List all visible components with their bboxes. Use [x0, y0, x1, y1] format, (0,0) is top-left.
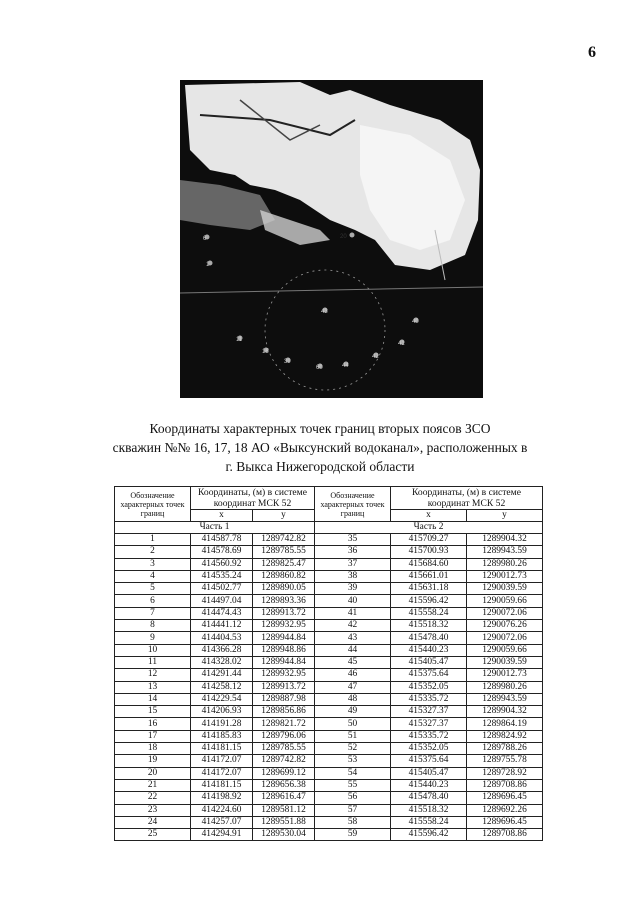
table-row: [115, 743, 543, 755]
table-row: [115, 718, 543, 730]
cell-point-2: 53: [315, 755, 391, 767]
cell-x-2: 415684.60: [391, 558, 467, 570]
cell-y-1: 1289913.72: [253, 607, 315, 619]
cell-point-2: 48: [315, 693, 391, 705]
header-x-2: x: [391, 510, 467, 522]
cell-x-1: 414181.15: [191, 779, 253, 791]
cell-x-2: 415558.24: [391, 816, 467, 828]
map-label: 44: [342, 363, 349, 369]
cell-x-1: 414191.28: [191, 718, 253, 730]
table-row: [115, 829, 543, 841]
cell-x-2: 415518.32: [391, 620, 467, 632]
cell-point-1: 13: [115, 681, 191, 693]
cell-x-1: 414185.83: [191, 730, 253, 742]
cell-y-2: 1289755.78: [467, 755, 543, 767]
header-x-1: x: [191, 510, 253, 522]
cell-point-2: 40: [315, 595, 391, 607]
cell-y-1: 1289530.04: [253, 829, 315, 841]
cell-point-1: 17: [115, 730, 191, 742]
cell-x-1: 414258.12: [191, 681, 253, 693]
cell-point-1: 20: [115, 767, 191, 779]
cell-point-2: 59: [315, 829, 391, 841]
map-label: 43: [321, 309, 328, 315]
map-label: 41: [398, 341, 405, 347]
cell-x-2: 415405.47: [391, 656, 467, 668]
cell-point-1: 23: [115, 804, 191, 816]
table-row: [115, 792, 543, 804]
cell-x-2: 415478.40: [391, 792, 467, 804]
cell-y-2: 1289728.92: [467, 767, 543, 779]
table-row: [115, 620, 543, 632]
cell-y-1: 1289821.72: [253, 718, 315, 730]
cell-point-1: 11: [115, 656, 191, 668]
header-y-2: у: [467, 510, 543, 522]
cell-x-1: 414198.92: [191, 792, 253, 804]
table-title: [100, 419, 540, 476]
header-coords-2: Координаты, (м) в системе координат МСК 52: [391, 487, 543, 510]
cell-x-1: 414560.92: [191, 558, 253, 570]
map-label: 42: [372, 354, 379, 360]
map-label: 16: [262, 349, 269, 355]
cell-point-1: 3: [115, 558, 191, 570]
cell-point-2: 38: [315, 570, 391, 582]
cell-y-2: 1289980.26: [467, 681, 543, 693]
cell-x-2: 415352.05: [391, 681, 467, 693]
cell-y-1: 1289785.55: [253, 546, 315, 558]
cell-y-2: 1289943.59: [467, 546, 543, 558]
cell-x-1: 414224.60: [191, 804, 253, 816]
cell-point-2: 55: [315, 779, 391, 791]
cell-point-1: 18: [115, 743, 191, 755]
cell-x-1: 414294.91: [191, 829, 253, 841]
header-point-label-1: Обозначение характерных точек границ: [115, 487, 191, 522]
cell-x-1: 414181.15: [191, 743, 253, 755]
header-point-label-2: Обозначение характерных точек границ: [315, 487, 391, 522]
cell-x-1: 414206.93: [191, 706, 253, 718]
cell-y-2: 1290059.66: [467, 595, 543, 607]
cell-y-2: 1289943.59: [467, 693, 543, 705]
cell-x-1: 414172.07: [191, 767, 253, 779]
cell-x-2: 415558.24: [391, 607, 467, 619]
map-label: 40: [412, 319, 419, 325]
cell-point-2: 44: [315, 644, 391, 656]
cell-point-1: 6: [115, 595, 191, 607]
cell-y-2: 1290012.73: [467, 669, 543, 681]
table-row: [115, 706, 543, 718]
cell-y-1: 1289913.72: [253, 681, 315, 693]
table-row: [115, 669, 543, 681]
cell-y-1: 1289581.12: [253, 804, 315, 816]
header-y-1: у: [253, 510, 315, 522]
cell-point-1: 14: [115, 693, 191, 705]
cell-point-1: 19: [115, 755, 191, 767]
cell-x-2: 415440.23: [391, 779, 467, 791]
coordinates-table: [114, 486, 543, 841]
cell-y-2: 1289788.26: [467, 743, 543, 755]
cell-x-1: 414535.24: [191, 570, 253, 582]
header-coords-1: Координаты, (м) в системе координат МСК 52: [191, 487, 315, 510]
table-row: [115, 583, 543, 595]
cell-y-1: 1289860.82: [253, 570, 315, 582]
cell-x-2: 415596.42: [391, 829, 467, 841]
cell-y-1: 1289944.84: [253, 656, 315, 668]
cell-x-2: 415709.27: [391, 534, 467, 546]
cell-point-2: 35: [315, 534, 391, 546]
map-label: 11: [236, 337, 243, 343]
cell-y-1: 1289616.47: [253, 792, 315, 804]
table-row: [115, 546, 543, 558]
cell-point-1: 21: [115, 779, 191, 791]
cell-y-1: 1289887.98: [253, 693, 315, 705]
cell-point-2: 49: [315, 706, 391, 718]
table-row: [115, 558, 543, 570]
table-row: [115, 779, 543, 791]
cell-point-2: 37: [315, 558, 391, 570]
cell-y-2: 1290076.26: [467, 620, 543, 632]
page-number: 6: [588, 44, 596, 61]
cell-x-2: 415440.23: [391, 644, 467, 656]
cell-x-2: 415661.01: [391, 570, 467, 582]
cell-point-1: 12: [115, 669, 191, 681]
cell-y-2: 1290039.59: [467, 583, 543, 595]
cell-x-2: 415335.72: [391, 693, 467, 705]
cell-y-1: 1289890.05: [253, 583, 315, 595]
table-row: [115, 632, 543, 644]
cell-y-1: 1289944.84: [253, 632, 315, 644]
table-row: [115, 755, 543, 767]
cell-y-2: 1289696.45: [467, 816, 543, 828]
table-row: [115, 656, 543, 668]
table-row: [115, 816, 543, 828]
cell-y-1: 1289948.86: [253, 644, 315, 656]
cell-x-2: 415478.40: [391, 632, 467, 644]
cell-x-2: 415518.32: [391, 804, 467, 816]
cell-point-1: 2: [115, 546, 191, 558]
cell-y-2: 1289980.26: [467, 558, 543, 570]
cell-y-1: 1289893.36: [253, 595, 315, 607]
cell-y-2: 1290072.06: [467, 632, 543, 644]
cell-y-2: 1289692.26: [467, 804, 543, 816]
cell-point-2: 56: [315, 792, 391, 804]
cell-x-2: 415700.93: [391, 546, 467, 558]
table-row: [115, 730, 543, 742]
map-label: 6: [203, 236, 207, 242]
table-row: [115, 804, 543, 816]
cell-point-1: 24: [115, 816, 191, 828]
cell-point-2: 39: [315, 583, 391, 595]
cell-x-1: 414474.43: [191, 607, 253, 619]
cell-x-1: 414172.07: [191, 755, 253, 767]
coordinates-table-body: [115, 534, 543, 841]
cell-point-2: 45: [315, 656, 391, 668]
cell-y-1: 1289932.95: [253, 669, 315, 681]
cell-y-1: 1289699.12: [253, 767, 315, 779]
cell-y-1: 1289825.47: [253, 558, 315, 570]
table-row: [115, 644, 543, 656]
cell-x-2: 415352.05: [391, 743, 467, 755]
cell-y-2: 1289708.86: [467, 829, 543, 841]
cell-y-2: 1289696.45: [467, 792, 543, 804]
cell-point-2: 58: [315, 816, 391, 828]
cell-point-1: 7: [115, 607, 191, 619]
map-label: 20: [340, 234, 347, 240]
cell-point-2: 46: [315, 669, 391, 681]
cell-x-1: 414257.07: [191, 816, 253, 828]
cell-x-1: 414578.69: [191, 546, 253, 558]
map-label: 60: [316, 365, 323, 371]
cell-point-2: 42: [315, 620, 391, 632]
map-drawing: [180, 80, 483, 398]
cell-point-2: 36: [315, 546, 391, 558]
table-row: [115, 595, 543, 607]
cell-point-2: 43: [315, 632, 391, 644]
cell-x-2: 415335.72: [391, 730, 467, 742]
title-line-3: г. Выкса Нижегородской области: [225, 459, 415, 474]
title-line-1: Координаты характерных точек границ вторых поясов ЗСО: [149, 421, 491, 436]
cell-point-1: 25: [115, 829, 191, 841]
cell-x-2: 415631.18: [391, 583, 467, 595]
site-map-image: [180, 80, 483, 398]
title-line-2: скважин №№ 16, 17, 18 АО «Выксунский водоканал», расположенных в: [112, 440, 528, 455]
cell-point-1: 15: [115, 706, 191, 718]
cell-y-1: 1289856.86: [253, 706, 315, 718]
cell-point-1: 4: [115, 570, 191, 582]
cell-y-2: 1290012.73: [467, 570, 543, 582]
cell-y-1: 1289742.82: [253, 534, 315, 546]
cell-y-1: 1289785.55: [253, 743, 315, 755]
cell-x-2: 415327.37: [391, 718, 467, 730]
cell-x-1: 414587.78: [191, 534, 253, 546]
cell-x-2: 415405.47: [391, 767, 467, 779]
cell-y-2: 1289904.32: [467, 706, 543, 718]
cell-y-1: 1289656.38: [253, 779, 315, 791]
cell-y-1: 1289742.82: [253, 755, 315, 767]
cell-point-1: 9: [115, 632, 191, 644]
cell-y-1: 1289932.95: [253, 620, 315, 632]
cell-point-2: 57: [315, 804, 391, 816]
cell-x-2: 415375.64: [391, 755, 467, 767]
part-2-label: Часть 2: [315, 522, 543, 534]
table-row: [115, 534, 543, 546]
part-1-label: Часть 1: [115, 522, 315, 534]
cell-point-1: 1: [115, 534, 191, 546]
cell-x-1: 414328.02: [191, 656, 253, 668]
cell-y-1: 1289796.06: [253, 730, 315, 742]
cell-y-2: 1290072.06: [467, 607, 543, 619]
cell-x-1: 414404.53: [191, 632, 253, 644]
cell-x-1: 414229.54: [191, 693, 253, 705]
table-row: [115, 570, 543, 582]
cell-point-2: 54: [315, 767, 391, 779]
cell-x-1: 414441.12: [191, 620, 253, 632]
cell-point-2: 50: [315, 718, 391, 730]
cell-x-1: 414502.77: [191, 583, 253, 595]
table-row: [115, 607, 543, 619]
map-label: 1: [206, 262, 210, 268]
cell-point-2: 51: [315, 730, 391, 742]
table-row: [115, 681, 543, 693]
map-label: 39: [284, 359, 291, 365]
cell-y-2: 1289864.19: [467, 718, 543, 730]
cell-y-2: 1290039.59: [467, 656, 543, 668]
cell-y-2: 1289824.92: [467, 730, 543, 742]
cell-y-2: 1289708.86: [467, 779, 543, 791]
cell-x-2: 415596.42: [391, 595, 467, 607]
cell-point-2: 52: [315, 743, 391, 755]
cell-x-1: 414291.44: [191, 669, 253, 681]
cell-x-2: 415327.37: [391, 706, 467, 718]
cell-point-1: 8: [115, 620, 191, 632]
cell-point-1: 5: [115, 583, 191, 595]
cell-point-2: 47: [315, 681, 391, 693]
cell-x-1: 414497.04: [191, 595, 253, 607]
cell-point-1: 16: [115, 718, 191, 730]
cell-point-1: 22: [115, 792, 191, 804]
cell-y-2: 1290059.66: [467, 644, 543, 656]
cell-x-2: 415375.64: [391, 669, 467, 681]
table-row: [115, 767, 543, 779]
cell-point-2: 41: [315, 607, 391, 619]
cell-point-1: 10: [115, 644, 191, 656]
cell-x-1: 414366.28: [191, 644, 253, 656]
table-row: [115, 693, 543, 705]
cell-y-2: 1289904.32: [467, 534, 543, 546]
cell-y-1: 1289551.88: [253, 816, 315, 828]
